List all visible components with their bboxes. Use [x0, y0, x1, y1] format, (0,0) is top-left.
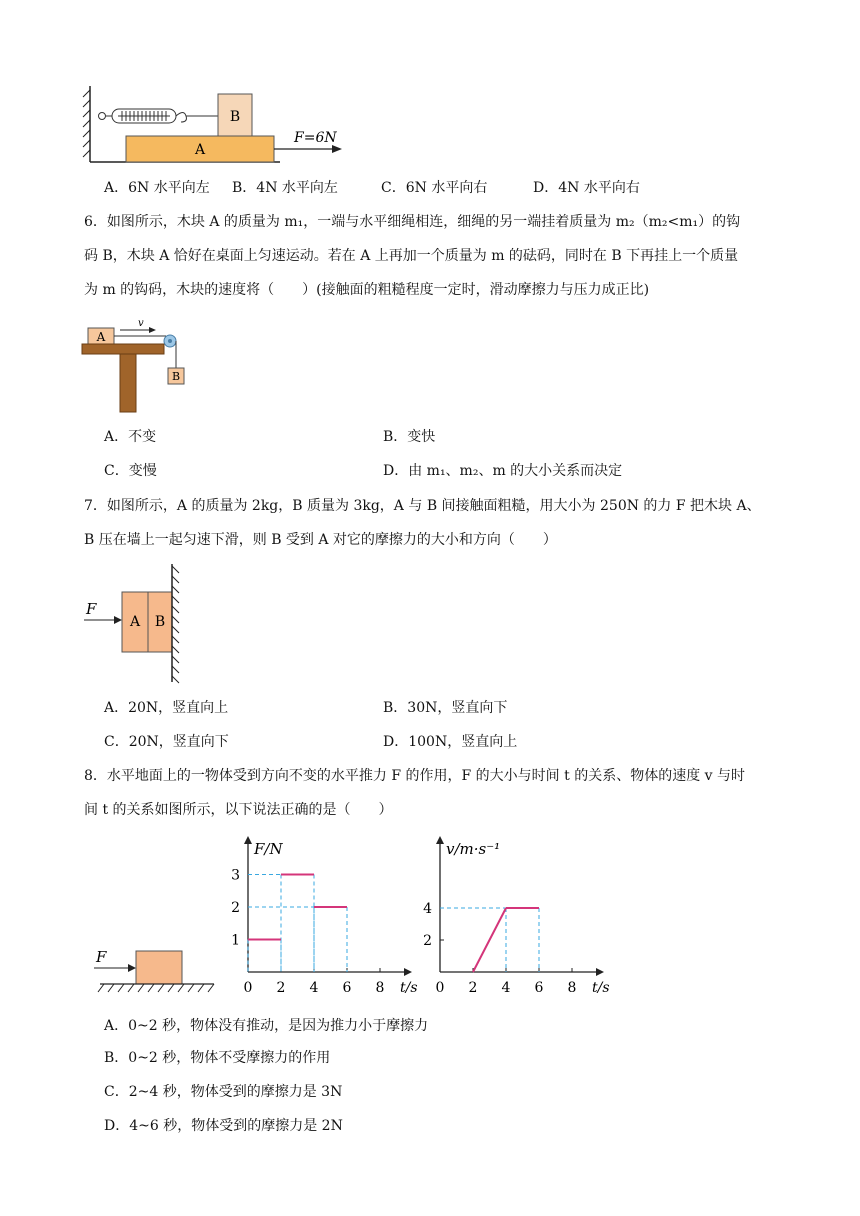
- x-tick-label: 0: [243, 980, 253, 996]
- data-segment-1: [473, 908, 506, 972]
- q7-label-b: B: [154, 614, 166, 630]
- q6-option-d[interactable]: D．由 m₁、m₂、m 的大小关系而决定: [383, 463, 623, 479]
- q7-stem-line1: 7．如图所示，A 的质量为 2kg，B 质量为 3kg，A 与 B 间接触面粗糙，用大小为 250N 的力 F 把木块 A、: [84, 498, 761, 514]
- q6-figure: [80, 316, 200, 416]
- y-tick-label: 2: [231, 900, 240, 916]
- q7-option-c[interactable]: C．20N，竖直向下: [104, 734, 229, 750]
- q6-option-a[interactable]: A．不变: [104, 429, 157, 445]
- q6-label-v: v: [138, 318, 144, 329]
- x-axis-label: t/s: [592, 980, 610, 996]
- x-tick-label: 8: [567, 980, 577, 996]
- q8-block-figure: [90, 940, 220, 996]
- q8-option-d[interactable]: D．4~6 秒，物体受到的摩擦力是 2N: [104, 1118, 343, 1134]
- x-axis-arrow: [404, 968, 412, 976]
- q6-option-c[interactable]: C．变慢: [104, 463, 157, 479]
- x-tick-label: 6: [342, 980, 352, 996]
- q5-label-a: A: [194, 142, 206, 158]
- x-axis-arrow: [596, 968, 604, 976]
- x-tick-label: 2: [468, 980, 478, 996]
- q6-label-a: A: [96, 330, 106, 344]
- y-tick-label: 4: [423, 901, 432, 917]
- q7-option-d[interactable]: D．100N，竖直向上: [383, 734, 518, 750]
- y-tick-label: 3: [231, 867, 240, 884]
- y-tick-label: 1: [231, 932, 240, 949]
- q6-option-b[interactable]: B．变快: [383, 429, 436, 445]
- q6-stem-line1: 6．如图所示，木块 A 的质量为 m₁，一端与水平细绳相连，细绳的另一端挂着质量为 m₂（m₂<m₁）的钩: [84, 214, 741, 230]
- y-tick-label: 2: [423, 933, 432, 949]
- x-tick-label: 0: [435, 980, 445, 996]
- q5-force-label: F=6N: [294, 130, 337, 146]
- q7-label-f: F: [86, 600, 97, 618]
- f-t-chart: [232, 832, 422, 1000]
- q5-option-d[interactable]: D．4N 水平向右: [533, 180, 640, 196]
- q5-label-b: B: [229, 109, 241, 125]
- q8-option-b[interactable]: B．0~2 秒，物体不受摩擦力的作用: [104, 1050, 331, 1066]
- q8-stem-line2: 间 t 的关系如图所示，以下说法正确的是（ ）: [84, 802, 393, 818]
- q5-figure: [80, 82, 350, 168]
- q5-option-c[interactable]: C．6N 水平向右: [381, 180, 488, 196]
- y-axis-label: F/N: [254, 840, 283, 858]
- x-tick-label: 2: [276, 980, 286, 996]
- q6-stem-line2: 码 B，木块 A 恰好在桌面上匀速运动。若在 A 上再加一个质量为 m 的砝码，同时在 B 下再挂上一个质量: [84, 248, 739, 264]
- x-tick-label: 4: [501, 980, 511, 996]
- x-tick-label: 6: [534, 980, 544, 996]
- q7-label-a: A: [129, 614, 141, 630]
- y-axis-label: v/m·s⁻¹: [446, 840, 501, 858]
- q5-option-a[interactable]: A．6N 水平向左: [104, 180, 210, 196]
- q8-option-c[interactable]: C．2~4 秒，物体受到的摩擦力是 3N: [104, 1084, 343, 1100]
- x-tick-label: 4: [309, 980, 319, 996]
- y-axis-arrow: [436, 836, 444, 844]
- q6-stem-line3: 为 m 的钩码，木块的速度将（ ）(接触面的粗糙程度一定时，滑动摩擦力与压力成正比): [84, 282, 650, 298]
- q8-stem-line1: 8．水平地面上的一物体受到方向不变的水平推力 F 的作用，F 的大小与时间 t 的关系、物体的速度 v 与时: [84, 768, 746, 784]
- x-axis-label: t/s: [400, 980, 418, 996]
- q7-stem-line2: B 压在墙上一起匀速下滑，则 B 受到 A 对它的摩擦力的大小和方向（ ）: [84, 532, 557, 548]
- q7-option-b[interactable]: B．30N，竖直向下: [383, 700, 508, 716]
- q7-figure: [80, 562, 190, 686]
- q8-label-f: F: [96, 948, 107, 966]
- q5-option-b[interactable]: B．4N 水平向左: [232, 180, 338, 196]
- q7-option-a[interactable]: A．20N，竖直向上: [104, 700, 229, 716]
- q8-option-a[interactable]: A．0~2 秒，物体没有推动，是因为推力小于摩擦力: [104, 1018, 429, 1034]
- v-t-chart: [424, 832, 624, 1000]
- q6-label-b: B: [171, 370, 181, 383]
- y-axis-arrow: [244, 836, 252, 844]
- x-tick-label: 8: [375, 980, 385, 996]
